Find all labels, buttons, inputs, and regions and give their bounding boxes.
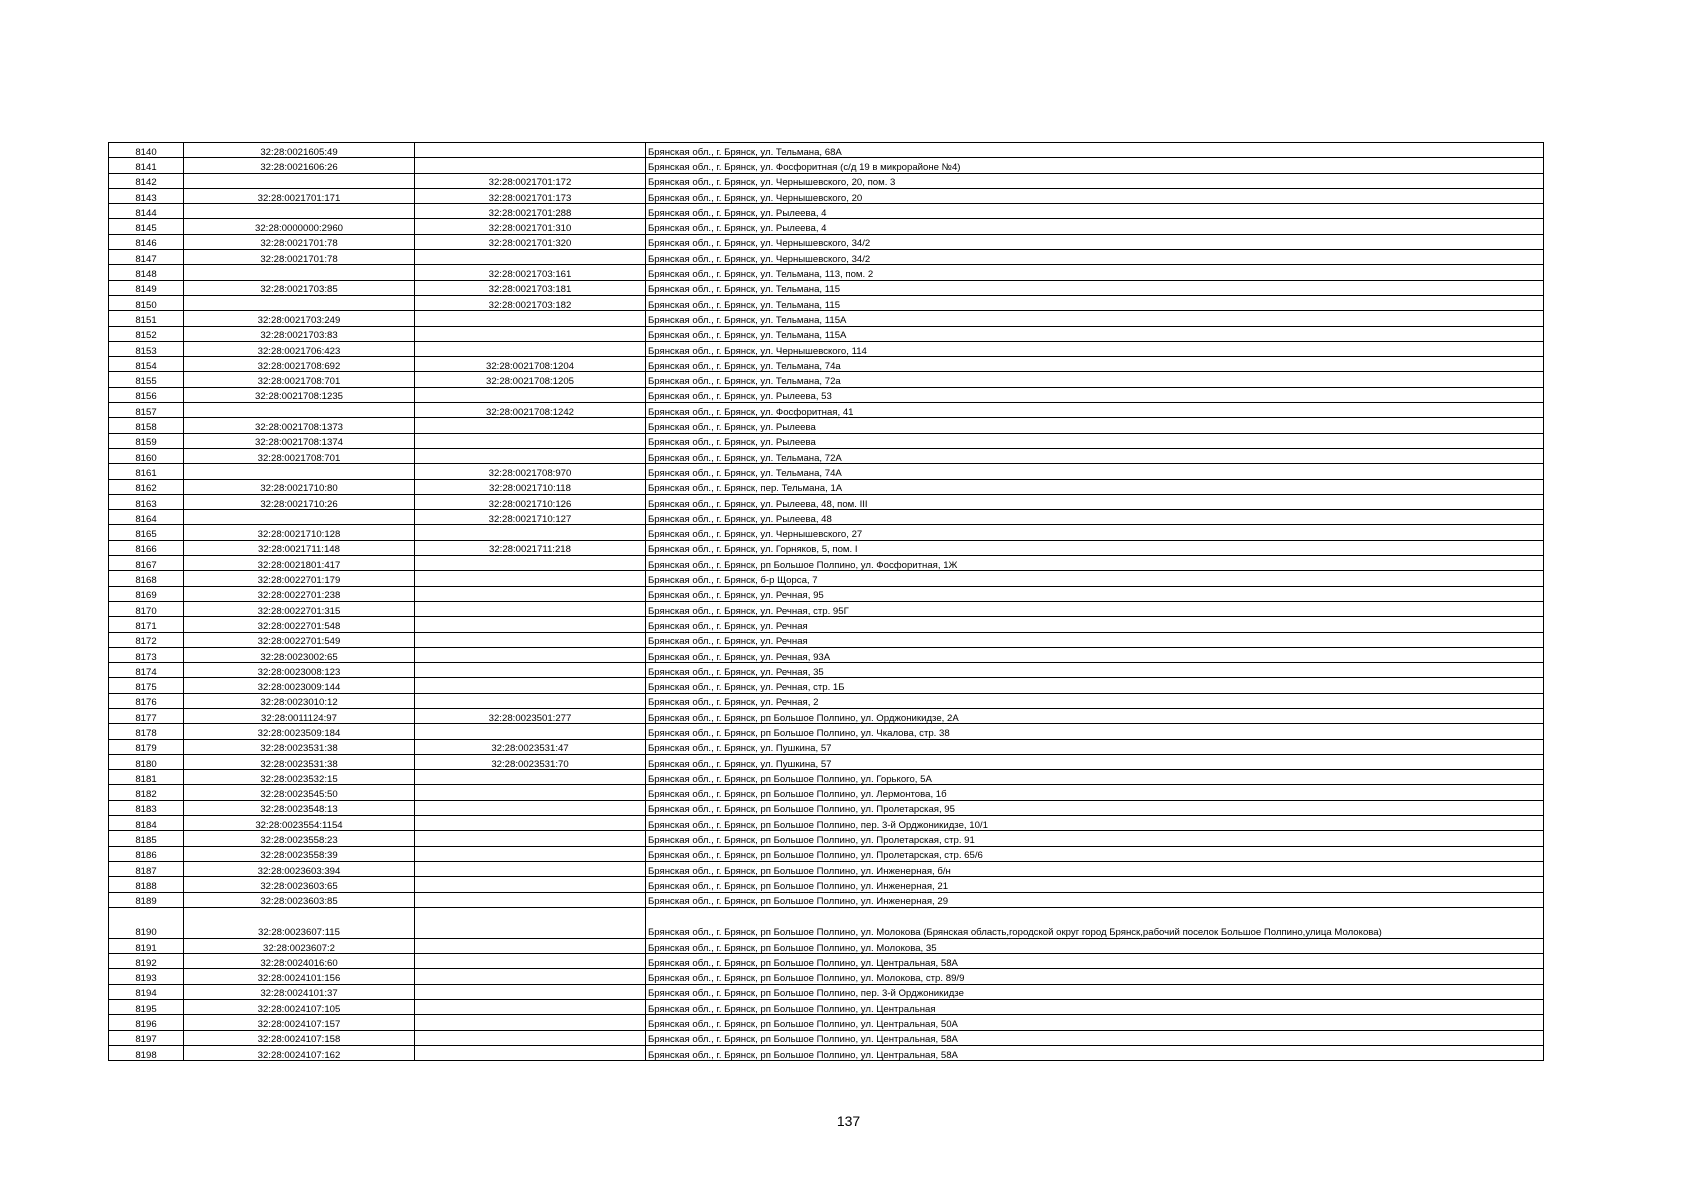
related-cadastral-number-cell <box>415 1045 646 1060</box>
cadastral-number-cell: 32:28:0023603:394 <box>184 861 415 876</box>
row-number-cell: 8146 <box>109 234 184 249</box>
related-cadastral-number-cell: 32:28:0023501:277 <box>415 708 646 723</box>
related-cadastral-number-cell <box>415 846 646 861</box>
address-cell: Брянская обл., г. Брянск, ул. Пушкина, 57 <box>646 739 1544 754</box>
cadastral-number-cell: 32:28:0023531:38 <box>184 739 415 754</box>
row-number-cell: 8162 <box>109 479 184 494</box>
cadastral-number-cell: 32:28:0024107:158 <box>184 1030 415 1045</box>
cadastral-number-cell: 32:28:0021606:26 <box>184 158 415 173</box>
table-row <box>109 158 1544 173</box>
row-number-cell: 8160 <box>109 448 184 463</box>
address-cell: Брянская обл., г. Брянск, ул. Рылеева <box>646 418 1544 433</box>
row-number-cell: 8142 <box>109 173 184 188</box>
related-cadastral-number-cell <box>415 816 646 831</box>
table-row <box>109 754 1544 769</box>
cadastral-number-cell: 32:28:0024101:156 <box>184 969 415 984</box>
address-cell: Брянская обл., г. Брянск, рп Большое Полпино, ул. Молокова, 35 <box>646 938 1544 953</box>
row-number-cell: 8145 <box>109 219 184 234</box>
related-cadastral-number-cell: 32:28:0021708:1242 <box>415 403 646 418</box>
table-row <box>109 433 1544 448</box>
related-cadastral-number-cell <box>415 632 646 647</box>
table-row <box>109 846 1544 861</box>
related-cadastral-number-cell: 32:28:0021701:288 <box>415 204 646 219</box>
related-cadastral-number-cell <box>415 892 646 907</box>
cadastral-number-cell: 32:28:0021708:692 <box>184 357 415 372</box>
related-cadastral-number-cell: 32:28:0021703:182 <box>415 295 646 310</box>
row-number-cell: 8174 <box>109 663 184 678</box>
related-cadastral-number-cell: 32:28:0021701:310 <box>415 219 646 234</box>
related-cadastral-number-cell <box>415 861 646 876</box>
row-number-cell: 8172 <box>109 632 184 647</box>
registry-table-body <box>109 143 1544 1061</box>
cadastral-number-cell: 32:28:0021708:1374 <box>184 433 415 448</box>
table-row <box>109 341 1544 356</box>
related-cadastral-number-cell <box>415 1000 646 1015</box>
table-row <box>109 663 1544 678</box>
related-cadastral-number-cell <box>415 250 646 265</box>
cadastral-number-cell: 32:28:0023545:50 <box>184 785 415 800</box>
page-number: 137 <box>836 1113 861 1129</box>
cadastral-number-cell <box>184 510 415 525</box>
address-cell: Брянская обл., г. Брянск, рп Большое Полпино, ул. Пролетарская, стр. 65/6 <box>646 846 1544 861</box>
related-cadastral-number-cell <box>415 601 646 616</box>
related-cadastral-number-cell: 32:28:0021708:1205 <box>415 372 646 387</box>
cadastral-number-cell: 32:28:0024107:162 <box>184 1045 415 1060</box>
address-cell: Брянская обл., г. Брянск, пер. Тельмана, 1А <box>646 479 1544 494</box>
related-cadastral-number-cell <box>415 831 646 846</box>
cadastral-number-cell: 32:28:0022701:179 <box>184 571 415 586</box>
row-number-cell: 8183 <box>109 800 184 815</box>
cadastral-number-cell: 32:28:0023558:39 <box>184 846 415 861</box>
cadastral-number-cell: 32:28:0023607:2 <box>184 938 415 953</box>
address-cell: Брянская обл., г. Брянск, рп Большое Полпино, пер. 3-й Орджоникидзе <box>646 984 1544 999</box>
table-row <box>109 311 1544 326</box>
table-row <box>109 800 1544 815</box>
address-cell: Брянская обл., г. Брянск, ул. Речная <box>646 617 1544 632</box>
related-cadastral-number-cell: 32:28:0021711:218 <box>415 540 646 555</box>
address-cell: Брянская обл., г. Брянск, рп Большое Полпино, ул. Молокова (Брянская область,городской округ город Брянск,рабочий поселок Большое Полпино,улица Молокова) <box>646 907 1544 938</box>
table-row <box>109 372 1544 387</box>
related-cadastral-number-cell <box>415 158 646 173</box>
cadastral-number-cell: 32:28:0021708:701 <box>184 372 415 387</box>
related-cadastral-number-cell <box>415 663 646 678</box>
table-row <box>109 632 1544 647</box>
cadastral-number-cell: 32:28:0000000:2960 <box>184 219 415 234</box>
row-number-cell: 8156 <box>109 387 184 402</box>
table-row <box>109 785 1544 800</box>
address-cell: Брянская обл., г. Брянск, рп Большое Полпино, ул. Лермонтова, 1б <box>646 785 1544 800</box>
row-number-cell: 8166 <box>109 540 184 555</box>
address-cell: Брянская обл., г. Брянск, ул. Речная, 95 <box>646 586 1544 601</box>
related-cadastral-number-cell: 32:28:0021701:173 <box>415 188 646 203</box>
table-row <box>109 418 1544 433</box>
cadastral-number-cell: 32:28:0023558:23 <box>184 831 415 846</box>
table-row <box>109 724 1544 739</box>
row-number-cell: 8149 <box>109 280 184 295</box>
related-cadastral-number-cell: 32:28:0021710:118 <box>415 479 646 494</box>
address-cell: Брянская обл., г. Брянск, ул. Тельмана, 74А <box>646 464 1544 479</box>
row-number-cell: 8177 <box>109 708 184 723</box>
related-cadastral-number-cell <box>415 433 646 448</box>
row-number-cell: 8184 <box>109 816 184 831</box>
related-cadastral-number-cell: 32:28:0021710:127 <box>415 510 646 525</box>
address-cell: Брянская обл., г. Брянск, рп Большое Полпино, ул. Центральная <box>646 1000 1544 1015</box>
address-cell: Брянская обл., г. Брянск, ул. Тельмана, 68А <box>646 143 1544 158</box>
table-row <box>109 693 1544 708</box>
row-number-cell: 8148 <box>109 265 184 280</box>
table-row <box>109 540 1544 555</box>
related-cadastral-number-cell <box>415 969 646 984</box>
row-number-cell: 8141 <box>109 158 184 173</box>
cadastral-number-cell: 32:28:0023548:13 <box>184 800 415 815</box>
address-cell: Брянская обл., г. Брянск, ул. Чернышевского, 20, пом. 3 <box>646 173 1544 188</box>
address-cell: Брянская обл., г. Брянск, ул. Речная, стр. 95Г <box>646 601 1544 616</box>
row-number-cell: 8169 <box>109 586 184 601</box>
address-cell: Брянская обл., г. Брянск, ул. Рылеева, 4 <box>646 204 1544 219</box>
cadastral-number-cell <box>184 464 415 479</box>
row-number-cell: 8164 <box>109 510 184 525</box>
row-number-cell: 8150 <box>109 295 184 310</box>
cadastral-number-cell: 32:28:0021710:26 <box>184 494 415 509</box>
table-row <box>109 708 1544 723</box>
row-number-cell: 8186 <box>109 846 184 861</box>
cadastral-number-cell: 32:28:0021706:423 <box>184 341 415 356</box>
related-cadastral-number-cell: 32:28:0021703:181 <box>415 280 646 295</box>
cadastral-number-cell <box>184 173 415 188</box>
row-number-cell: 8147 <box>109 250 184 265</box>
address-cell: Брянская обл., г. Брянск, рп Большое Полпино, ул. Пролетарская, 95 <box>646 800 1544 815</box>
related-cadastral-number-cell <box>415 448 646 463</box>
related-cadastral-number-cell <box>415 678 646 693</box>
address-cell: Брянская обл., г. Брянск, ул. Тельмана, 72А <box>646 448 1544 463</box>
row-number-cell: 8165 <box>109 525 184 540</box>
table-row <box>109 1030 1544 1045</box>
table-row <box>109 479 1544 494</box>
address-cell: Брянская обл., г. Брянск, ул. Фосфоритная (с/д 19 в микрорайоне №4) <box>646 158 1544 173</box>
related-cadastral-number-cell <box>415 341 646 356</box>
row-number-cell: 8153 <box>109 341 184 356</box>
cadastral-number-cell: 32:28:0021703:83 <box>184 326 415 341</box>
address-cell: Брянская обл., г. Брянск, ул. Тельмана, 74а <box>646 357 1544 372</box>
row-number-cell: 8180 <box>109 754 184 769</box>
address-cell: Брянская обл., г. Брянск, рп Большое Полпино, пер. 3-й Орджоникидзе, 10/1 <box>646 816 1544 831</box>
cadastral-number-cell: 32:28:0023008:123 <box>184 663 415 678</box>
address-cell: Брянская обл., г. Брянск, рп Большое Полпино, ул. Центральная, 58А <box>646 954 1544 969</box>
address-cell: Брянская обл., г. Брянск, ул. Горняков, 5, пом. I <box>646 540 1544 555</box>
cadastral-number-cell: 32:28:0024107:157 <box>184 1015 415 1030</box>
address-cell: Брянская обл., г. Брянск, ул. Рылеева, 48, пом. III <box>646 494 1544 509</box>
cadastral-number-cell: 32:28:0023554:1154 <box>184 816 415 831</box>
table-row <box>109 877 1544 892</box>
table-row <box>109 892 1544 907</box>
address-cell: Брянская обл., г. Брянск, рп Большое Полпино, ул. Инженерная, 29 <box>646 892 1544 907</box>
table-row <box>109 556 1544 571</box>
row-number-cell: 8155 <box>109 372 184 387</box>
address-cell: Брянская обл., г. Брянск, рп Большое Полпино, ул. Чкалова, стр. 38 <box>646 724 1544 739</box>
table-row <box>109 448 1544 463</box>
row-number-cell: 8195 <box>109 1000 184 1015</box>
related-cadastral-number-cell <box>415 1030 646 1045</box>
row-number-cell: 8193 <box>109 969 184 984</box>
address-cell: Брянская обл., г. Брянск, рп Большое Полпино, ул. Центральная, 58А <box>646 1045 1544 1060</box>
row-number-cell: 8182 <box>109 785 184 800</box>
row-number-cell: 8196 <box>109 1015 184 1030</box>
table-row <box>109 188 1544 203</box>
row-number-cell: 8159 <box>109 433 184 448</box>
table-row <box>109 510 1544 525</box>
table-row <box>109 250 1544 265</box>
address-cell: Брянская обл., г. Брянск, ул. Речная, 35 <box>646 663 1544 678</box>
address-cell: Брянская обл., г. Брянск, ул. Тельмана, 113, пом. 2 <box>646 265 1544 280</box>
related-cadastral-number-cell <box>415 1015 646 1030</box>
row-number-cell: 8171 <box>109 617 184 632</box>
address-cell: Брянская обл., г. Брянск, ул. Чернышевского, 34/2 <box>646 250 1544 265</box>
related-cadastral-number-cell <box>415 770 646 785</box>
row-number-cell: 8151 <box>109 311 184 326</box>
row-number-cell: 8170 <box>109 601 184 616</box>
related-cadastral-number-cell <box>415 724 646 739</box>
table-row <box>109 969 1544 984</box>
related-cadastral-number-cell <box>415 556 646 571</box>
related-cadastral-number-cell <box>415 617 646 632</box>
related-cadastral-number-cell: 32:28:0021703:161 <box>415 265 646 280</box>
row-number-cell: 8197 <box>109 1030 184 1045</box>
cadastral-number-cell: 32:28:0021701:78 <box>184 234 415 249</box>
related-cadastral-number-cell <box>415 387 646 402</box>
table-row <box>109 647 1544 662</box>
related-cadastral-number-cell <box>415 418 646 433</box>
table-row <box>109 265 1544 280</box>
related-cadastral-number-cell: 32:28:0021708:1204 <box>415 357 646 372</box>
cadastral-number-cell: 32:28:0021703:249 <box>184 311 415 326</box>
address-cell: Брянская обл., г. Брянск, рп Большое Полпино, ул. Пролетарская, стр. 91 <box>646 831 1544 846</box>
row-number-cell: 8157 <box>109 403 184 418</box>
related-cadastral-number-cell <box>415 647 646 662</box>
row-number-cell: 8185 <box>109 831 184 846</box>
row-number-cell: 8178 <box>109 724 184 739</box>
address-cell: Брянская обл., г. Брянск, ул. Тельмана, 72а <box>646 372 1544 387</box>
related-cadastral-number-cell: 32:28:0021710:126 <box>415 494 646 509</box>
row-number-cell: 8163 <box>109 494 184 509</box>
table-row <box>109 770 1544 785</box>
cadastral-number-cell: 32:28:0021703:85 <box>184 280 415 295</box>
table-row <box>109 816 1544 831</box>
related-cadastral-number-cell <box>415 954 646 969</box>
table-row <box>109 984 1544 999</box>
table-row <box>109 907 1544 938</box>
row-number-cell: 8191 <box>109 938 184 953</box>
table-row <box>109 143 1544 158</box>
cadastral-number-cell <box>184 265 415 280</box>
address-cell: Брянская обл., г. Брянск, ул. Речная, стр. 1Б <box>646 678 1544 693</box>
row-number-cell: 8158 <box>109 418 184 433</box>
table-row <box>109 571 1544 586</box>
table-row <box>109 1000 1544 1015</box>
table-row <box>109 1015 1544 1030</box>
table-row <box>109 938 1544 953</box>
row-number-cell: 8190 <box>109 907 184 938</box>
table-row <box>109 403 1544 418</box>
address-cell: Брянская обл., г. Брянск, ул. Речная <box>646 632 1544 647</box>
table-row <box>109 494 1544 509</box>
cadastral-number-cell <box>184 204 415 219</box>
cadastral-number-cell: 32:28:0021801:417 <box>184 556 415 571</box>
address-cell: Брянская обл., г. Брянск, ул. Чернышевского, 34/2 <box>646 234 1544 249</box>
table-row <box>109 739 1544 754</box>
address-cell: Брянская обл., г. Брянск, ул. Фосфоритная, 41 <box>646 403 1544 418</box>
cadastral-number-cell: 32:28:0023532:15 <box>184 770 415 785</box>
table-row <box>109 295 1544 310</box>
address-cell: Брянская обл., г. Брянск, рп Большое Полпино, ул. Горького, 5А <box>646 770 1544 785</box>
row-number-cell: 8176 <box>109 693 184 708</box>
table-row <box>109 861 1544 876</box>
cadastral-number-cell: 32:28:0021701:171 <box>184 188 415 203</box>
row-number-cell: 8161 <box>109 464 184 479</box>
table-row <box>109 204 1544 219</box>
table-row <box>109 387 1544 402</box>
cadastral-number-cell: 32:28:0022701:238 <box>184 586 415 601</box>
cadastral-number-cell: 32:28:0021701:78 <box>184 250 415 265</box>
address-cell: Брянская обл., г. Брянск, ул. Рылеева, 4 <box>646 219 1544 234</box>
related-cadastral-number-cell <box>415 785 646 800</box>
related-cadastral-number-cell <box>415 984 646 999</box>
table-row <box>109 954 1544 969</box>
address-cell: Брянская обл., г. Брянск, ул. Рылеева, 53 <box>646 387 1544 402</box>
address-cell: Брянская обл., г. Брянск, рп Большое Полпино, ул. Орджоникидзе, 2А <box>646 708 1544 723</box>
address-cell: Брянская обл., г. Брянск, б-р Щорса, 7 <box>646 571 1544 586</box>
cadastral-number-cell: 32:28:0011124:97 <box>184 708 415 723</box>
related-cadastral-number-cell: 32:28:0023531:70 <box>415 754 646 769</box>
cadastral-number-cell: 32:28:0022701:549 <box>184 632 415 647</box>
table-row <box>109 464 1544 479</box>
address-cell: Брянская обл., г. Брянск, ул. Чернышевского, 20 <box>646 188 1544 203</box>
row-number-cell: 8198 <box>109 1045 184 1060</box>
related-cadastral-number-cell <box>415 800 646 815</box>
address-cell: Брянская обл., г. Брянск, ул. Речная, 2 <box>646 693 1544 708</box>
row-number-cell: 8140 <box>109 143 184 158</box>
cadastral-number-cell: 32:28:0021708:701 <box>184 448 415 463</box>
cadastral-number-cell: 32:28:0021711:148 <box>184 540 415 555</box>
table-row <box>109 617 1544 632</box>
address-cell: Брянская обл., г. Брянск, рп Большое Полпино, ул. Инженерная, б/н <box>646 861 1544 876</box>
row-number-cell: 8152 <box>109 326 184 341</box>
row-number-cell: 8189 <box>109 892 184 907</box>
address-cell: Брянская обл., г. Брянск, рп Большое Полпино, ул. Молокова, стр. 89/9 <box>646 969 1544 984</box>
related-cadastral-number-cell <box>415 326 646 341</box>
address-cell: Брянская обл., г. Брянск, ул. Тельмана, 115 <box>646 280 1544 295</box>
row-number-cell: 8144 <box>109 204 184 219</box>
cadastral-number-cell <box>184 295 415 310</box>
related-cadastral-number-cell <box>415 525 646 540</box>
cadastral-number-cell: 32:28:0024107:105 <box>184 1000 415 1015</box>
table-row <box>109 357 1544 372</box>
address-cell: Брянская обл., г. Брянск, рп Большое Полпино, ул. Фосфоритная, 1Ж <box>646 556 1544 571</box>
table-row <box>109 219 1544 234</box>
address-cell: Брянская обл., г. Брянск, ул. Чернышевского, 114 <box>646 341 1544 356</box>
cadastral-number-cell: 32:28:0023603:85 <box>184 892 415 907</box>
table-row <box>109 280 1544 295</box>
table-row <box>109 1045 1544 1060</box>
address-cell: Брянская обл., г. Брянск, ул. Тельмана, 115А <box>646 326 1544 341</box>
address-cell: Брянская обл., г. Брянск, ул. Пушкина, 57 <box>646 754 1544 769</box>
table-row <box>109 678 1544 693</box>
row-number-cell: 8175 <box>109 678 184 693</box>
address-cell: Брянская обл., г. Брянск, ул. Речная, 93А <box>646 647 1544 662</box>
table-row <box>109 173 1544 188</box>
table-row <box>109 234 1544 249</box>
registry-table <box>108 142 1544 1061</box>
related-cadastral-number-cell <box>415 143 646 158</box>
cadastral-number-cell: 32:28:0024016:60 <box>184 954 415 969</box>
cadastral-number-cell: 32:28:0023009:144 <box>184 678 415 693</box>
table-row <box>109 326 1544 341</box>
address-cell: Брянская обл., г. Брянск, ул. Рылеева, 48 <box>646 510 1544 525</box>
address-cell: Брянская обл., г. Брянск, ул. Тельмана, 115А <box>646 311 1544 326</box>
row-number-cell: 8143 <box>109 188 184 203</box>
cadastral-number-cell: 32:28:0021708:1373 <box>184 418 415 433</box>
table-row <box>109 831 1544 846</box>
address-cell: Брянская обл., г. Брянск, рп Большое Полпино, ул. Центральная, 58А <box>646 1030 1544 1045</box>
cadastral-number-cell: 32:28:0023603:65 <box>184 877 415 892</box>
cadastral-number-cell: 32:28:0023010:12 <box>184 693 415 708</box>
address-cell: Брянская обл., г. Брянск, рп Большое Полпино, ул. Инженерная, 21 <box>646 877 1544 892</box>
address-cell: Брянская обл., г. Брянск, ул. Чернышевского, 27 <box>646 525 1544 540</box>
cadastral-number-cell: 32:28:0023531:38 <box>184 754 415 769</box>
address-cell: Брянская обл., г. Брянск, рп Большое Полпино, ул. Центральная, 50А <box>646 1015 1544 1030</box>
cadastral-number-cell: 32:28:0021710:128 <box>184 525 415 540</box>
cadastral-number-cell: 32:28:0021710:80 <box>184 479 415 494</box>
cadastral-number-cell: 32:28:0024101:37 <box>184 984 415 999</box>
row-number-cell: 8188 <box>109 877 184 892</box>
table-row <box>109 525 1544 540</box>
row-number-cell: 8194 <box>109 984 184 999</box>
related-cadastral-number-cell <box>415 877 646 892</box>
table-row <box>109 601 1544 616</box>
row-number-cell: 8167 <box>109 556 184 571</box>
row-number-cell: 8187 <box>109 861 184 876</box>
related-cadastral-number-cell: 32:28:0023531:47 <box>415 739 646 754</box>
related-cadastral-number-cell: 32:28:0021708:970 <box>415 464 646 479</box>
related-cadastral-number-cell <box>415 938 646 953</box>
address-cell: Брянская обл., г. Брянск, ул. Рылеева <box>646 433 1544 448</box>
table-row <box>109 586 1544 601</box>
related-cadastral-number-cell <box>415 571 646 586</box>
cadastral-number-cell: 32:28:0022701:315 <box>184 601 415 616</box>
row-number-cell: 8179 <box>109 739 184 754</box>
cadastral-number-cell: 32:28:0021605:49 <box>184 143 415 158</box>
row-number-cell: 8168 <box>109 571 184 586</box>
cadastral-number-cell: 32:28:0023002:65 <box>184 647 415 662</box>
related-cadastral-number-cell <box>415 311 646 326</box>
cadastral-number-cell: 32:28:0023607:115 <box>184 907 415 938</box>
address-cell: Брянская обл., г. Брянск, ул. Тельмана, 115 <box>646 295 1544 310</box>
row-number-cell: 8154 <box>109 357 184 372</box>
row-number-cell: 8173 <box>109 647 184 662</box>
related-cadastral-number-cell <box>415 586 646 601</box>
row-number-cell: 8192 <box>109 954 184 969</box>
related-cadastral-number-cell <box>415 907 646 938</box>
related-cadastral-number-cell: 32:28:0021701:320 <box>415 234 646 249</box>
related-cadastral-number-cell: 32:28:0021701:172 <box>415 173 646 188</box>
row-number-cell: 8181 <box>109 770 184 785</box>
cadastral-number-cell: 32:28:0023509:184 <box>184 724 415 739</box>
cadastral-number-cell: 32:28:0022701:548 <box>184 617 415 632</box>
cadastral-number-cell: 32:28:0021708:1235 <box>184 387 415 402</box>
related-cadastral-number-cell <box>415 693 646 708</box>
cadastral-number-cell <box>184 403 415 418</box>
